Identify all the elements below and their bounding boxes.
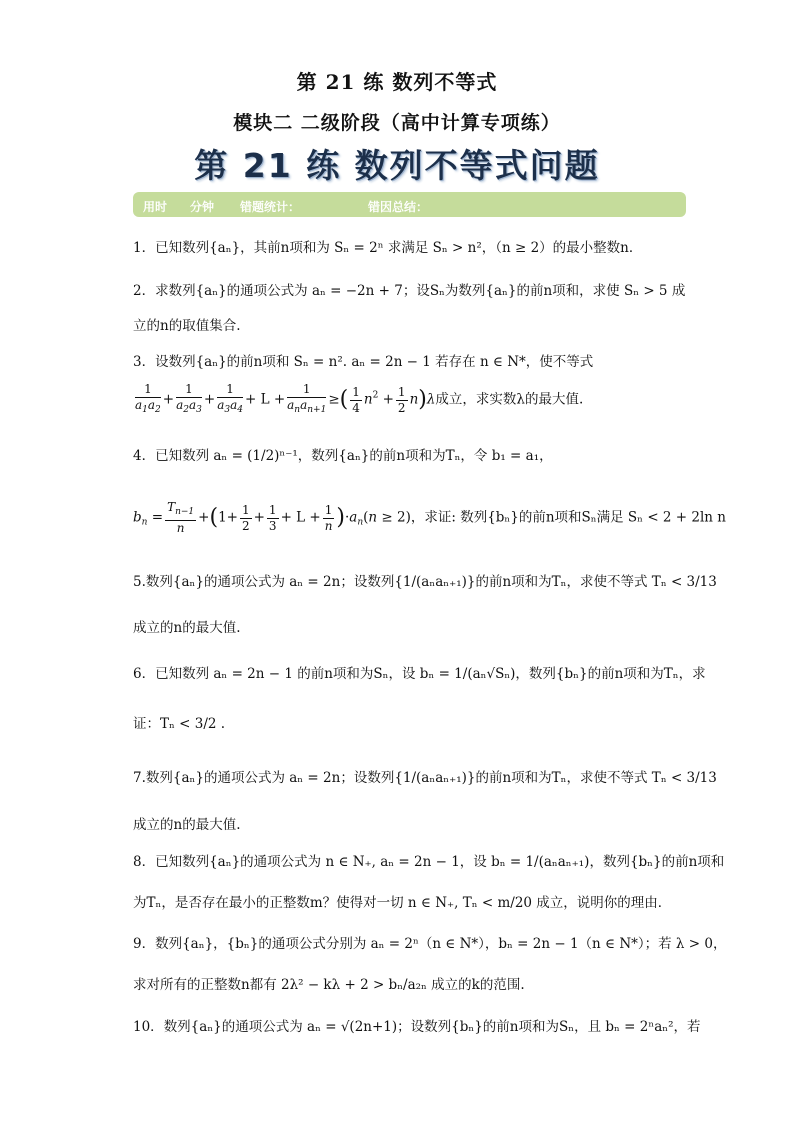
- problem-text: 已知数列 aₙ = 2n − 1 的前n项和为Sₙ，设 bₙ = 1/(aₙ√Sₙ)，数列{bₙ}的前n项和为Tₙ，求: [155, 666, 706, 682]
- fraction: $\frac{T_{n-1}}{n}$: [167, 500, 195, 535]
- error-summary-label: 错因总结：: [368, 200, 429, 214]
- problem-9-continued: [133, 975, 663, 995]
- problem-text: ，求证: 数列{bₙ}的前n项和Sₙ满足 Sₙ < 2 + 2ln n: [410, 509, 726, 526]
- banner-title: 第 21 练 数列不等式问题: [194, 146, 600, 185]
- problem-4: [133, 446, 663, 466]
- problem-text: 求对所有的正整数n都有 2λ² − kλ + 2 > bₙ/a₂ₙ 成立的k的范围.: [133, 977, 525, 993]
- problem-text: 数列{aₙ}，{bₙ}的通项公式分别为 aₙ = 2ⁿ（n ∈ N*），bₙ = 2n − 1（n ∈ N*）；若 λ > 0，: [155, 936, 727, 952]
- fraction: $\frac{1}{3}$: [268, 502, 277, 533]
- problem-8: [133, 852, 725, 872]
- problem-10: [133, 1017, 701, 1037]
- fraction: $\frac{1}{a_na_{n+1}}$: [287, 382, 327, 415]
- problem-text: 成立的n的最大值.: [133, 620, 241, 636]
- fraction: $\frac{1}{2}$: [397, 384, 406, 415]
- problem-number: 6．: [133, 666, 156, 682]
- problem-number: 7.: [133, 770, 146, 786]
- fraction: $\frac{1}{2}$: [241, 502, 250, 533]
- minutes-label: 分钟: [190, 200, 215, 214]
- problem-number: 2．: [133, 283, 156, 299]
- problem-5: [133, 572, 717, 592]
- problem-text: 数列{aₙ}的通项公式为 aₙ = √(2n+1)；设数列{bₙ}的前n项和为Sₙ，且 bₙ = 2ⁿaₙ²，若: [163, 1019, 701, 1035]
- problem-6-continued: [133, 714, 663, 734]
- module-subtitle: 模块二 二级阶段（高中计算专项练）: [233, 112, 561, 134]
- fraction: $\frac{1}{n}$: [324, 502, 333, 533]
- problem-text: 已知数列 aₙ = (1/2)ⁿ⁻¹，数列{aₙ}的前n项和为Tₙ，令 b₁ = a₁，: [155, 448, 553, 464]
- problem-2: [133, 281, 686, 301]
- problem-text: 求数列{aₙ}的通项公式为 aₙ = −2n + 7；设Sₙ为数列{aₙ}的前n项和，求使 Sₙ > 5 成: [155, 283, 686, 299]
- problem-text: 已知数列{aₙ}的通项公式为 n ∈ N₊, aₙ = 2n − 1，设 bₙ = 1/(aₙaₙ₊₁)，数列{bₙ}的前n项和: [155, 854, 725, 870]
- problem-text: 数列{aₙ}的通项公式为 aₙ = 2n；设数列{1/(aₙaₙ₊₁)}的前n项和为Tₙ，求使不等式 Tₙ < 3/13: [145, 770, 717, 786]
- info-bar: [133, 192, 686, 217]
- time-label: 用时: [143, 200, 168, 214]
- problem-number: 8．: [133, 854, 156, 870]
- error-stats-label: 错题统计：: [240, 200, 301, 214]
- problem-5-continued: [133, 618, 663, 638]
- problem-2-continued: [133, 316, 663, 336]
- problem-text: 证：Tₙ < 3/2 .: [133, 716, 226, 732]
- problem-text: 成立的n的最大值.: [133, 817, 241, 833]
- problem-3-inequality: $\frac{1}{a_1a_2}$ + $\frac{1}{a_2a_3}$ + $\frac{1}{a_3a_4}$ + L + $\frac{1}{a_na_{n+1}}$ ≥( $\frac{1}{4}$ $n^2$ + $\frac{1}{2}$ n)λ成立，求实数λ的最大值.: [133, 382, 663, 418]
- problem-number: 3．: [133, 354, 156, 370]
- problem-number: 4．: [133, 448, 156, 464]
- page-title: 第 21 练 数列不等式: [296, 70, 498, 94]
- problem-number: 1．: [133, 240, 156, 256]
- problem-number: 10．: [133, 1019, 164, 1035]
- problem-7-continued: [133, 815, 663, 835]
- problem-number: 9．: [133, 936, 156, 952]
- problem-text: 已知数列{aₙ}，其前n项和为 Sₙ = 2ⁿ 求满足 Sₙ > n²，（n ≥ 2）的最小整数n．: [155, 240, 643, 256]
- problem-6: [133, 664, 706, 684]
- fraction: $\frac{1}{a_2a_3}$: [176, 382, 202, 415]
- problem-text: 数列{aₙ}的通项公式为 aₙ = 2n；设数列{1/(aₙaₙ₊₁)}的前n项和为Tₙ，求使不等式 Tₙ < 3/13: [145, 574, 717, 590]
- problem-text: 立的n的取值集合.: [133, 318, 241, 334]
- problem-text: 成立，求实数λ的最大值.: [435, 391, 584, 408]
- problem-text: 设数列{aₙ}的前n项和 Sₙ = n². aₙ = 2n − 1 若存在 n ∈ N*，使不等式: [155, 354, 594, 370]
- problem-9: [133, 934, 727, 954]
- fraction: $\frac{1}{4}$: [352, 384, 360, 415]
- problem-3: [133, 352, 663, 372]
- problem-text: 为Tₙ，是否存在最小的正整数m？使得对一切 n ∈ N₊, Tₙ < m/20 成立，说明你的理由．: [133, 895, 672, 911]
- problem-number: 5.: [133, 574, 146, 590]
- problem-7: [133, 768, 717, 788]
- fraction: $\frac{1}{a_3a_4}$: [217, 382, 243, 415]
- fraction: $\frac{1}{a_1a_2}$: [135, 382, 161, 415]
- problem-4-formula: $b_n$ = $\frac{T_{n-1}}{n}$ +(1+ $\frac{1}{2}$ + $\frac{1}{3}$ + L + $\frac{1}{n}$ )$\cdot a_n(n \ge 2)$，求证: 数列{bₙ}的前n项和Sₙ满足 Sₙ < 2 + 2ln n: [133, 500, 726, 535]
- problem-8-continued: [133, 893, 672, 913]
- problem-1: [133, 238, 663, 258]
